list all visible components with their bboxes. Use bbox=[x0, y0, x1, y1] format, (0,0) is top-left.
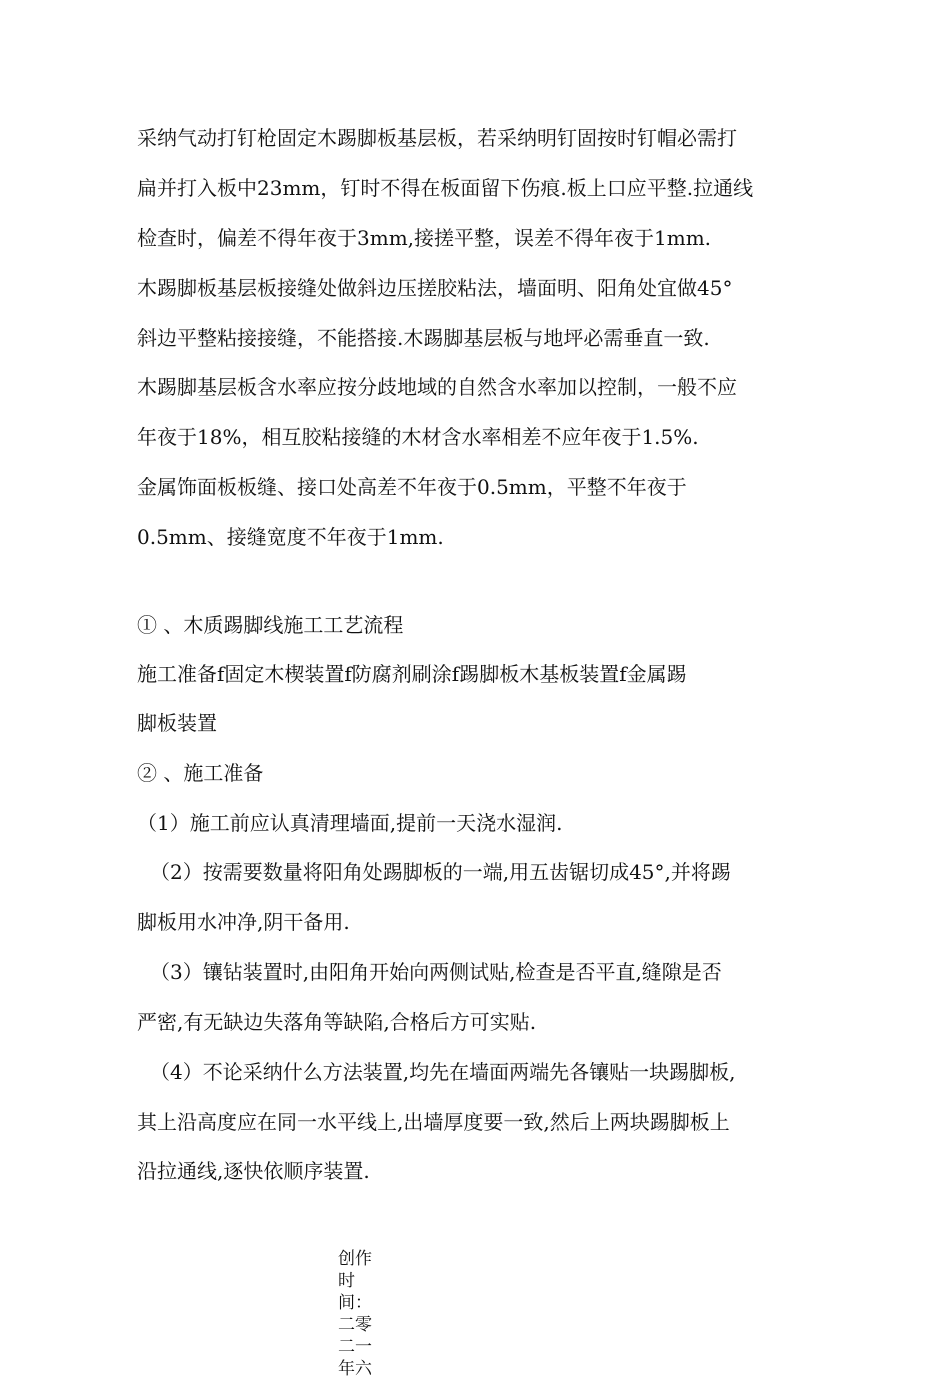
paragraph-line: （3）镶钻装置时,由阳角开始向两侧试贴,检查是否平直,缝隙是否 bbox=[150, 960, 722, 984]
paragraph-line: 脚板装置 bbox=[137, 711, 217, 735]
paragraph-line: 年夜于18%，相互胶粘接缝的木材含水率相差不应年夜于1.5%. bbox=[137, 425, 699, 449]
paragraph-line: （4）不论采纳什么方法装置,均先在墙面两端先各镶贴一块踢脚板, bbox=[150, 1060, 736, 1084]
paragraph-line: 脚板用水冲净,阴干备用. bbox=[137, 910, 350, 934]
paragraph-line: 木踢脚基层板含水率应按分歧地域的自然含水率加以控制，一般不应 bbox=[137, 375, 737, 399]
paragraph-line: 0.5mm、接缝宽度不年夜于1mm. bbox=[137, 525, 444, 549]
paragraph-line: （1）施工前应认真清理墙面,提前一天浇水湿润. bbox=[137, 811, 563, 835]
paragraph-line: 沿拉通线,逐快依顺序装置. bbox=[137, 1159, 370, 1183]
paragraph-line: 施工准备f固定木楔装置f防腐剂刷涂f踢脚板木基板装置f金属踢 bbox=[137, 662, 687, 686]
paragraph-line: 其上沿高度应在同一水平线上,出墙厚度要一致,然后上两块踢脚板上 bbox=[137, 1110, 730, 1134]
paragraph-line: （2）按需要数量将阳角处踢脚板的一端,用五齿锯切成45°,并将踢 bbox=[150, 860, 731, 884]
paragraph-line: 金属饰面板板缝、接口处高差不年夜于0.5mm，平整不年夜于 bbox=[137, 475, 687, 499]
section-heading: ② 、施工准备 bbox=[137, 761, 264, 785]
paragraph-line: 扁并打入板中23mm，钉时不得在板面留下伤痕.板上口应平整.拉通线 bbox=[137, 176, 754, 200]
paragraph-line: 木踢脚板基层板接缝处做斜边压搓胶粘法，墙面明、阳角处宜做45° bbox=[137, 276, 733, 300]
section-heading: ① 、木质踢脚线施工工艺流程 bbox=[137, 613, 404, 637]
paragraph-line: 严密,有无缺边失落角等缺陷,合格后方可实贴. bbox=[137, 1010, 537, 1034]
paragraph-line: 检查时，偏差不得年夜于3mm,接搓平整，误差不得年夜于1mm. bbox=[137, 226, 712, 250]
creation-time-footer: 创作时间：二零二一年六 bbox=[338, 1249, 372, 1379]
paragraph-line: 斜边平整粘接接缝，不能搭接.木踢脚基层板与地坪必需垂直一致. bbox=[137, 326, 710, 350]
paragraph-line: 采纳气动打钉枪固定木踢脚板基层板，若采纳明钉固按时钉帽必需打 bbox=[137, 126, 737, 150]
